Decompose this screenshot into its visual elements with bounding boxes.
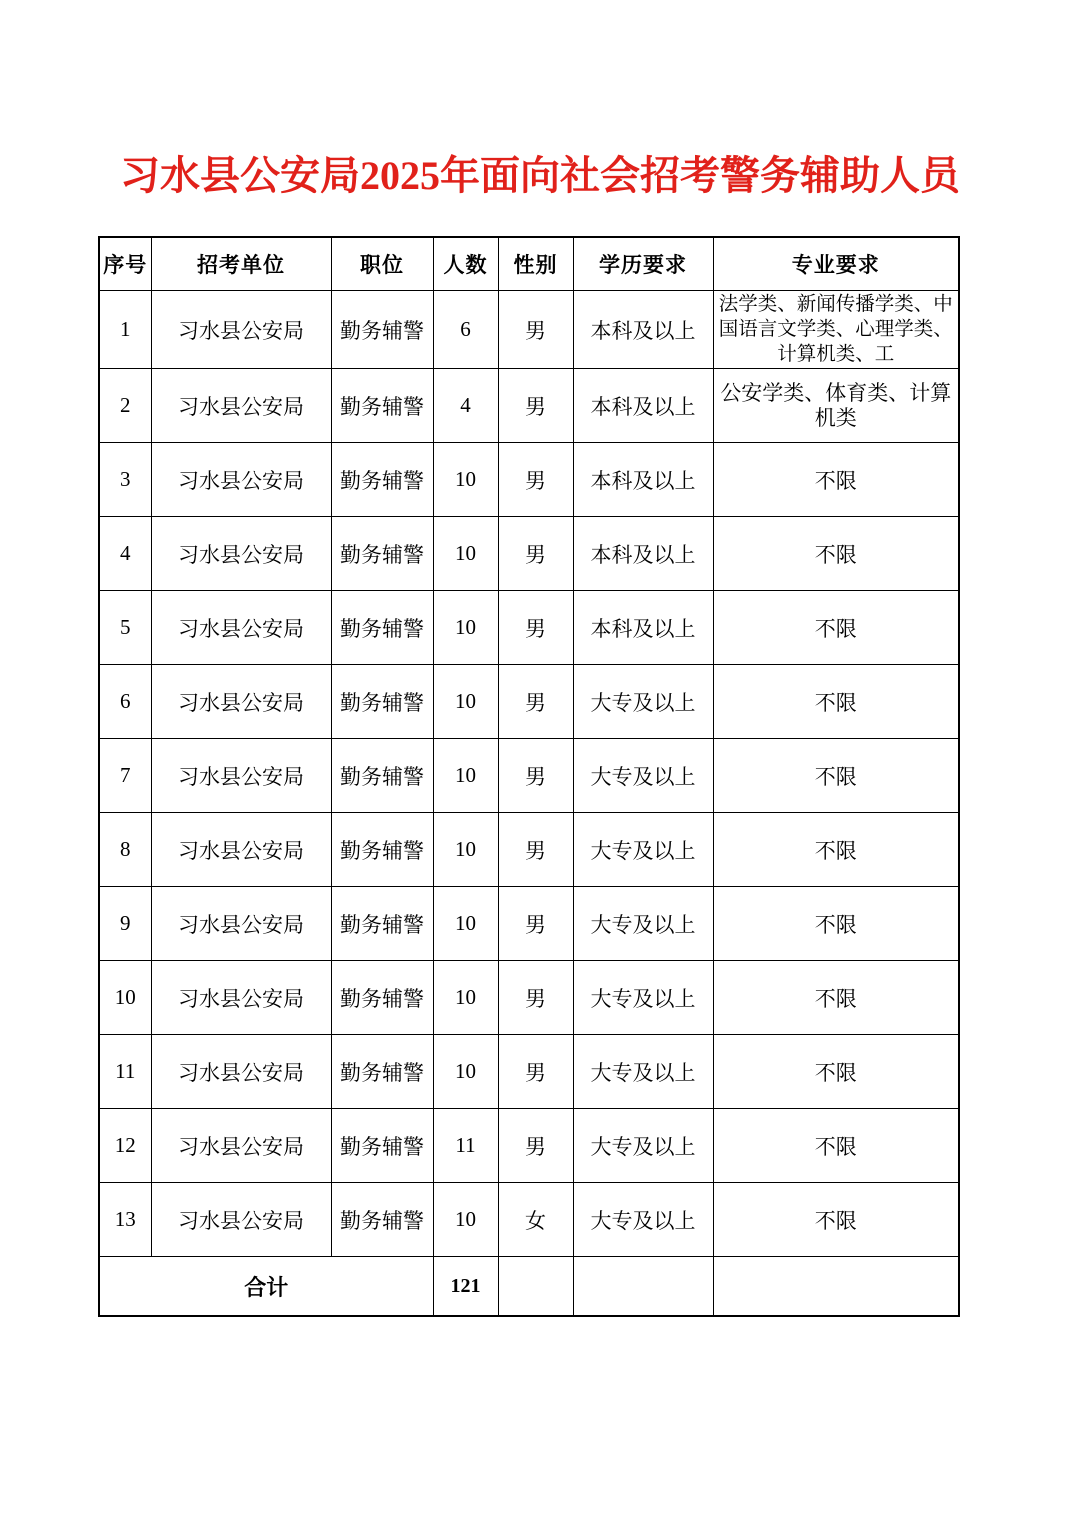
cell-index: 12 [99, 1109, 151, 1183]
cell-position: 勤务辅警 [331, 1183, 433, 1257]
cell-unit: 习水县公安局 [151, 1035, 331, 1109]
cell-education: 大专及以上 [573, 813, 713, 887]
cell-index: 6 [99, 665, 151, 739]
cell-gender: 男 [498, 443, 573, 517]
cell-major: 不限 [713, 665, 959, 739]
cell-gender: 男 [498, 1035, 573, 1109]
cell-major: 不限 [713, 443, 959, 517]
cell-gender: 男 [498, 961, 573, 1035]
table-row [99, 291, 959, 369]
table-total-row [99, 1257, 959, 1317]
column-header-major: 专业要求 [713, 237, 959, 291]
cell-position: 勤务辅警 [331, 961, 433, 1035]
cell-position: 勤务辅警 [331, 517, 433, 591]
cell-count: 4 [433, 369, 498, 443]
cell-position: 勤务辅警 [331, 887, 433, 961]
cell-education: 大专及以上 [573, 1035, 713, 1109]
cell-count: 10 [433, 1035, 498, 1109]
cell-count: 10 [433, 591, 498, 665]
column-header-position: 职位 [331, 237, 433, 291]
cell-position: 勤务辅警 [331, 291, 433, 369]
total-major [713, 1257, 959, 1317]
cell-major: 不限 [713, 1183, 959, 1257]
table-row [99, 739, 959, 813]
cell-position: 勤务辅警 [331, 1035, 433, 1109]
recruitment-table [98, 236, 960, 1317]
cell-count: 10 [433, 739, 498, 813]
cell-education: 大专及以上 [573, 887, 713, 961]
cell-gender: 男 [498, 591, 573, 665]
cell-count: 10 [433, 1183, 498, 1257]
table-row [99, 665, 959, 739]
cell-unit: 习水县公安局 [151, 961, 331, 1035]
cell-index: 3 [99, 443, 151, 517]
cell-education: 大专及以上 [573, 665, 713, 739]
cell-unit: 习水县公安局 [151, 591, 331, 665]
cell-education: 大专及以上 [573, 1109, 713, 1183]
cell-major: 不限 [713, 591, 959, 665]
cell-unit: 习水县公安局 [151, 517, 331, 591]
cell-count: 10 [433, 887, 498, 961]
cell-position: 勤务辅警 [331, 443, 433, 517]
cell-major: 不限 [713, 517, 959, 591]
cell-gender: 男 [498, 665, 573, 739]
cell-major: 不限 [713, 887, 959, 961]
cell-index: 4 [99, 517, 151, 591]
cell-index: 2 [99, 369, 151, 443]
cell-index: 7 [99, 739, 151, 813]
cell-count: 10 [433, 961, 498, 1035]
column-header-education: 学历要求 [573, 237, 713, 291]
cell-major: 公安学类、体育类、计算机类 [713, 369, 959, 443]
cell-gender: 男 [498, 739, 573, 813]
cell-unit: 习水县公安局 [151, 665, 331, 739]
cell-major [713, 291, 959, 369]
cell-major-text: 法学类、新闻传播学类、中国语言文学类、心理学类、计算机类、工 [718, 294, 953, 365]
cell-position: 勤务辅警 [331, 813, 433, 887]
cell-position: 勤务辅警 [331, 665, 433, 739]
cell-count: 10 [433, 517, 498, 591]
cell-position: 勤务辅警 [331, 591, 433, 665]
column-header-count: 人数 [433, 237, 498, 291]
column-header-index: 序号 [99, 237, 151, 291]
cell-unit: 习水县公安局 [151, 887, 331, 961]
cell-education: 大专及以上 [573, 739, 713, 813]
cell-index: 5 [99, 591, 151, 665]
cell-position: 勤务辅警 [331, 369, 433, 443]
cell-education: 本科及以上 [573, 517, 713, 591]
cell-count: 6 [433, 291, 498, 369]
cell-count: 10 [433, 443, 498, 517]
cell-index: 9 [99, 887, 151, 961]
cell-gender: 男 [498, 1109, 573, 1183]
table-header-row [99, 237, 959, 291]
cell-education: 本科及以上 [573, 369, 713, 443]
cell-index: 10 [99, 961, 151, 1035]
total-label: 合计 [99, 1257, 433, 1317]
cell-unit: 习水县公安局 [151, 1183, 331, 1257]
cell-education: 本科及以上 [573, 291, 713, 369]
cell-gender: 男 [498, 813, 573, 887]
cell-major: 不限 [713, 739, 959, 813]
page-title: 习水县公安局2025年面向社会招考警务辅助人员 [120, 153, 960, 198]
table-row [99, 591, 959, 665]
cell-unit: 习水县公安局 [151, 739, 331, 813]
cell-index: 11 [99, 1035, 151, 1109]
total-gender [498, 1257, 573, 1317]
cell-position: 勤务辅警 [331, 739, 433, 813]
column-header-gender: 性别 [498, 237, 573, 291]
cell-major: 不限 [713, 961, 959, 1035]
table-row [99, 1109, 959, 1183]
cell-gender: 男 [498, 369, 573, 443]
cell-gender: 男 [498, 887, 573, 961]
total-count: 121 [433, 1257, 498, 1317]
cell-unit: 习水县公安局 [151, 291, 331, 369]
cell-index: 1 [99, 291, 151, 369]
table-row [99, 813, 959, 887]
cell-index: 13 [99, 1183, 151, 1257]
table-row [99, 961, 959, 1035]
recruitment-table-container [98, 236, 958, 1317]
cell-count: 10 [433, 665, 498, 739]
cell-gender: 女 [498, 1183, 573, 1257]
cell-unit: 习水县公安局 [151, 813, 331, 887]
cell-major: 不限 [713, 1109, 959, 1183]
cell-unit: 习水县公安局 [151, 369, 331, 443]
cell-index: 8 [99, 813, 151, 887]
cell-education: 大专及以上 [573, 961, 713, 1035]
cell-count: 11 [433, 1109, 498, 1183]
column-header-unit: 招考单位 [151, 237, 331, 291]
cell-major-clip [717, 291, 956, 368]
total-education [573, 1257, 713, 1317]
cell-gender: 男 [498, 517, 573, 591]
cell-education: 本科及以上 [573, 443, 713, 517]
cell-education: 本科及以上 [573, 591, 713, 665]
cell-unit: 习水县公安局 [151, 1109, 331, 1183]
cell-count: 10 [433, 813, 498, 887]
cell-education: 大专及以上 [573, 1183, 713, 1257]
table-row [99, 1035, 959, 1109]
table-row [99, 887, 959, 961]
table-row [99, 369, 959, 443]
cell-unit: 习水县公安局 [151, 443, 331, 517]
table-row [99, 1183, 959, 1257]
cell-position: 勤务辅警 [331, 1109, 433, 1183]
cell-gender: 男 [498, 291, 573, 369]
table-row [99, 517, 959, 591]
cell-major: 不限 [713, 1035, 959, 1109]
table-row [99, 443, 959, 517]
table-header [99, 237, 959, 291]
table-body [99, 291, 959, 1317]
cell-major: 不限 [713, 813, 959, 887]
